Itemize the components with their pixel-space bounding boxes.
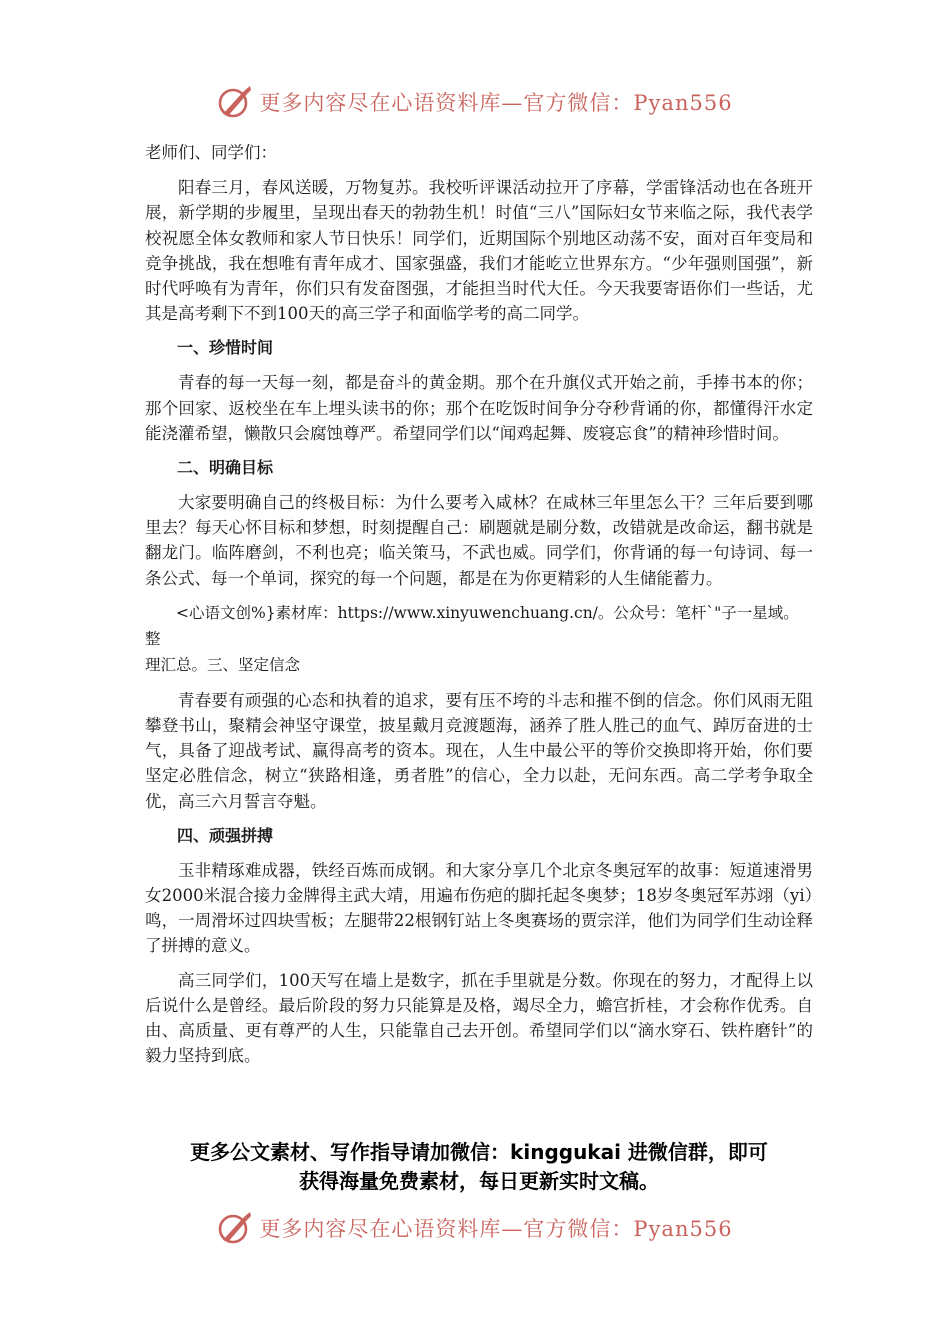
paragraph-3: 青春要有顽强的心态和执着的追求，要有压不垮的斗志和摧不倒的信念。你们风雨无阻攀登书山，聚精会神坚守课堂，披星戴月竞渡题海，涵养了胜人胜己的血气、踔厉奋进的士气，具备了迎战考试、赢得高考的资本。现在，人生中最公平的等价交换即将开始，你们要坚定必胜信念，树立“狭路相逢，勇者胜”的信心，全力以赴，无问东西。高二学考争取全优，高三六月誓言夺魁。 xyxy=(145,690,813,811)
paragraph-2: 大家要明确自己的终极目标：为什么要考入咸林？在咸林三年里怎么干？三年后要到哪里去？每天心怀目标和梦想，时刻提醒自己：刷题就是刷分数，改错就是改命运，翻书就是翻龙门。临阵磨剑，不利也亮；临关策马，不武也威。同学们，你背诵的每一句诗词、每一条公式、每一个单词，探究的每一个问题，都是在为你更精彩的人生储能蓄力。 xyxy=(145,493,813,588)
paragraph-5: 高三同学们，100天写在墙上是数字，抓在手里就是分数。你现在的努力，才配得上以后说什么是曾经。最后阶段的努力只能算是及格，竭尽全力，蟾宫折桂，才会称作优秀。自由、高质量、更有尊严的人生，只能靠自己去开创。希望同学们以“滴水穿石、铁杵磨针”的毅力坚持到底。 xyxy=(145,970,813,1066)
top-banner xyxy=(0,80,950,124)
source-note-line-2: 理汇总。三、坚定信念 xyxy=(145,655,301,674)
wechat-promo xyxy=(145,1138,813,1196)
paragraph-1: 青春的每一天每一刻，都是奋斗的黄金期。那个在升旗仪式开始之前，手捧书本的你；那个回家、返校坐在车上埋头读书的你；那个在吃饭时间争分夺秒背诵的你，都懂得汗水定能浇灌希望，懒散只会腐蚀尊严。希望同学们以“闻鸡起舞、废寝忘食”的精神珍惜时间。 xyxy=(145,373,813,443)
banner-text: 更多内容尽在心语资料库—官方微信：Pyan556 xyxy=(259,91,733,115)
pen-logo-icon xyxy=(217,84,253,120)
pen-logo-icon xyxy=(217,1210,253,1246)
source-note-line-1: <心语文创%}素材库：https://www.xinyuwenchuang.cn/。公众号：笔杆`"子一星域。整 xyxy=(145,603,799,648)
section-heading-2: 二、明确目标 xyxy=(177,458,274,478)
section-heading-1: 一、珍惜时间 xyxy=(177,338,274,358)
wechat-promo-line-1: 更多公文素材、写作指导请加微信：kinggukai 进微信群，即可 xyxy=(190,1140,768,1164)
section-heading-4: 四、顽强拼搏 xyxy=(177,825,274,845)
intro-paragraph: 阳春三月，春风送暖，万物复苏。我校听评课活动拉开了序幕，学雷锋活动也在各班开展，新学期的步履里，呈现出春天的勃勃生机！时值“三八”国际妇女节来临之际，我代表学校祝愿全体女教师和家人节日快乐！同学们，近期国际个别地区动荡不安，面对百年变局和竞争挑战，我在想唯有青年成才、国家强盛，我们才能屹立世界东方。“少年强则国强”，新时代呼唤有为青年，你们只有发奋图强，才能担当时代大任。今天我要寄语你们一些话，尤其是高考剩下不到100天的高三学子和面临学考的高二同学。 xyxy=(145,178,813,324)
letter-body xyxy=(145,140,813,1077)
paragraph-4: 玉非精琢难成器，铁经百炼而成钢。和大家分享几个北京冬奥冠军的故事：短道速滑男女2000米混合接力金牌得主武大靖，用遍布伤疤的脚托起冬奥梦；18岁冬奥冠军苏翊（yi）鸣，一周滑坏过四块雪板；左腿带22根钢钉站上冬奥赛场的贾宗洋，他们为同学们生动诠释了拼搏的意义。 xyxy=(145,860,813,956)
wechat-promo-line-2: 获得海量免费素材，每日更新实时文稿。 xyxy=(299,1169,659,1193)
banner-text: 更多内容尽在心语资料库—官方微信：Pyan556 xyxy=(259,1217,733,1241)
source-note xyxy=(145,600,813,678)
greeting: 老师们、同学们： xyxy=(145,143,277,162)
bottom-banner xyxy=(0,1206,950,1250)
